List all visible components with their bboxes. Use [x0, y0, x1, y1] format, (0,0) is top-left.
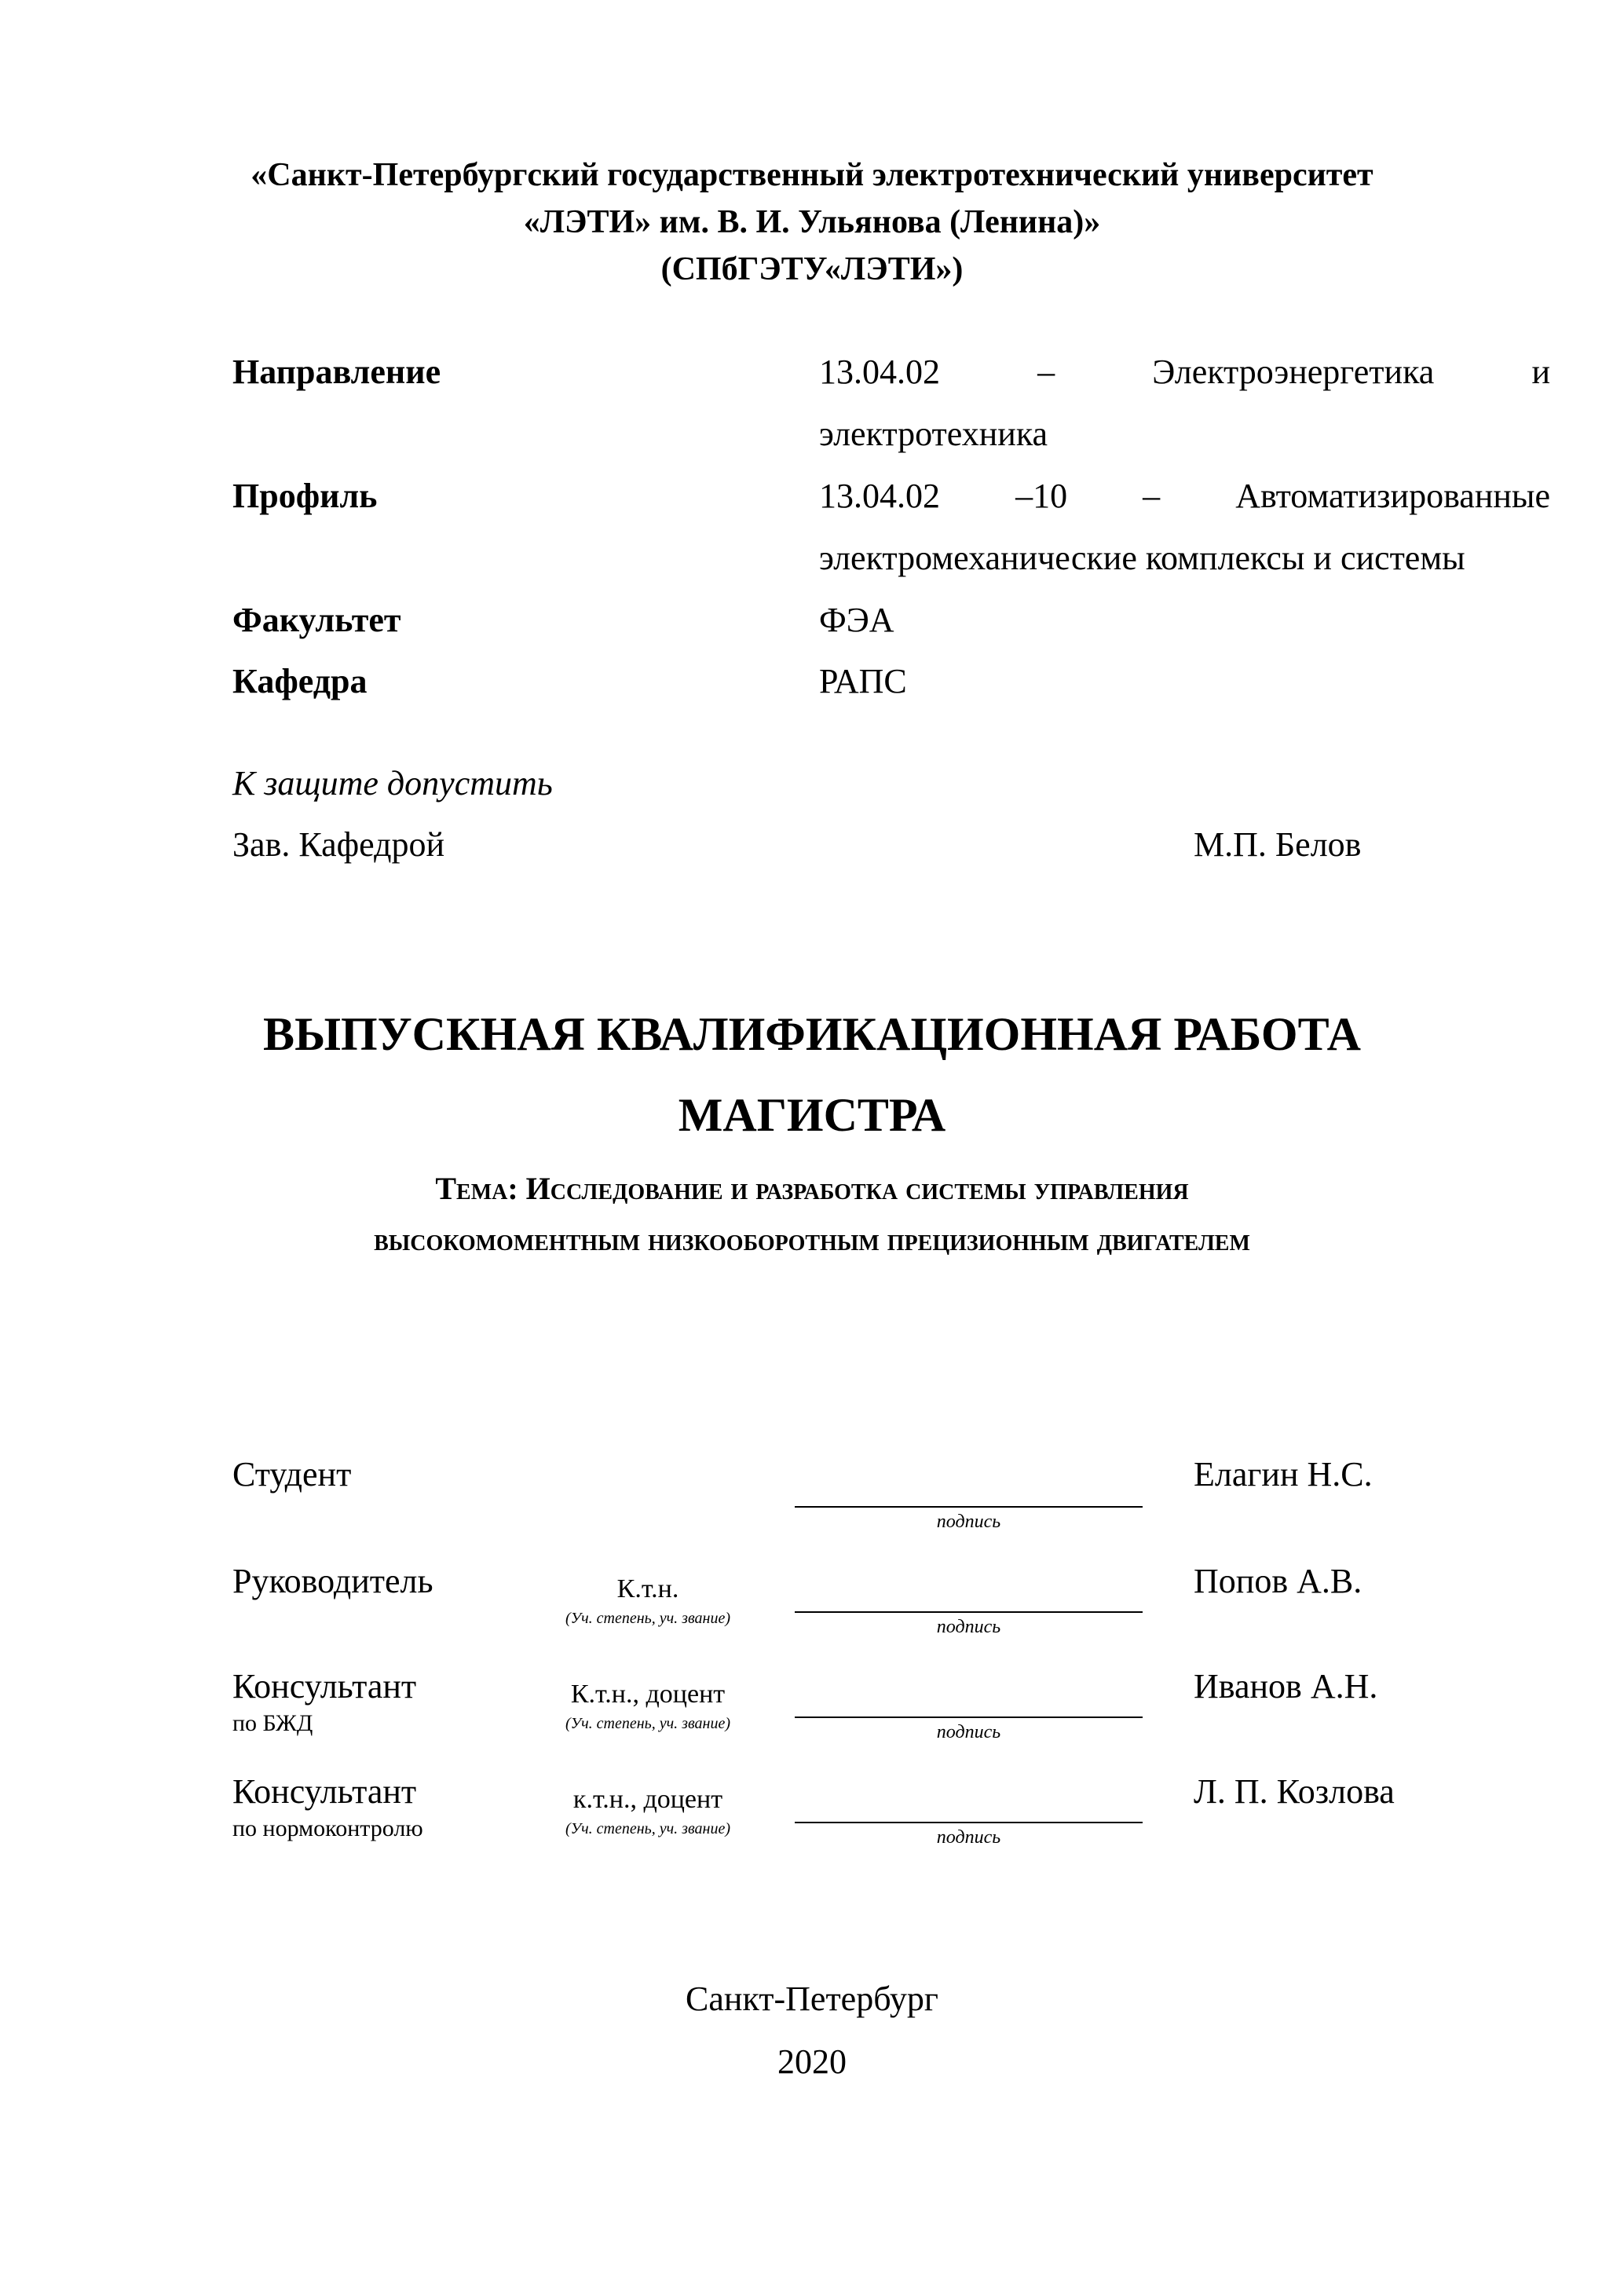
supervisor-degree-caption: (Уч. степень, уч. звание) — [565, 1610, 730, 1627]
direction-value — [819, 352, 1550, 455]
faculty-value: ФЭА — [819, 601, 894, 639]
supervisor-signature-caption: подпись — [936, 1617, 1001, 1637]
profile-value — [819, 476, 1550, 579]
supervisor-name: Попов А.В. — [1194, 1562, 1362, 1600]
consultant-safety-role: Консультант — [232, 1667, 417, 1706]
topic-line2: высокомоментным низкооборотным прецизионным двигателем — [374, 1222, 1250, 1257]
consultant-norm-name: Л. П. Козлова — [1194, 1772, 1395, 1811]
direction-value-line2: электротехника — [819, 415, 1048, 453]
department-head-label: Зав. Кафедрой — [232, 825, 445, 864]
student-signature-line — [795, 1506, 1143, 1508]
supervisor-degree: К.т.н. — [616, 1574, 679, 1603]
consultant-norm-signature-line — [795, 1822, 1143, 1823]
profile-label: Профиль — [232, 477, 378, 515]
direction-code: 13.04.02 — [819, 353, 940, 391]
direction-dash: – — [1037, 353, 1055, 391]
consultant-safety-degree-caption: (Уч. степень, уч. звание) — [565, 1715, 730, 1732]
university-abbreviation: (СПбГЭТУ«ЛЭТИ») — [660, 251, 964, 287]
profile-code: 13.04.02 — [819, 477, 940, 515]
direction-label: Направление — [232, 353, 441, 391]
supervisor-role: Руководитель — [232, 1562, 433, 1600]
consultant-norm-role: Консультант — [232, 1772, 417, 1811]
consultant-norm-degree-caption: (Уч. степень, уч. звание) — [565, 1820, 730, 1837]
department-label: Кафедра — [232, 662, 368, 700]
consultant-safety-signature-line — [795, 1717, 1143, 1718]
consultant-safety-name: Иванов А.Н. — [1194, 1667, 1378, 1706]
student-signature-caption: подпись — [936, 1512, 1001, 1532]
university-name-line2: «ЛЭТИ» им. В. И. Ульянова (Ленина)» — [523, 204, 1101, 240]
topic-line1: Тема: Исследование и разработка системы управления — [435, 1171, 1189, 1206]
student-name: Елагин Н.С. — [1194, 1455, 1373, 1493]
consultant-safety-degree: К.т.н., доцент — [570, 1680, 726, 1709]
city: Санкт-Петербург — [686, 1980, 938, 2018]
department-value: РАПС — [819, 662, 907, 700]
department-head-name: М.П. Белов — [1194, 825, 1362, 864]
direction-word1: Электроэнергетика — [1152, 353, 1435, 391]
profile-subcode: –10 — [1015, 477, 1068, 515]
faculty-label: Факультет — [232, 601, 401, 639]
consultant-safety-signature-caption: подпись — [936, 1722, 1001, 1742]
year: 2020 — [777, 2042, 847, 2081]
admission-text: К защите допустить — [232, 764, 553, 803]
consultant-safety-sub: по БЖД — [232, 1710, 313, 1736]
consultant-norm-degree: к.т.н., доцент — [572, 1785, 723, 1814]
work-title-line2: МАГИСТРА — [678, 1089, 946, 1141]
consultant-norm-signature-caption: подпись — [936, 1827, 1001, 1848]
university-name-line1: «Санкт-Петербургский государственный электротехнический университет — [251, 157, 1373, 193]
profile-dash: – — [1143, 477, 1161, 515]
profile-value-line2: электромеханические комплексы и системы — [819, 539, 1465, 577]
profile-word1: Автоматизированные — [1235, 477, 1550, 515]
supervisor-signature-line — [795, 1611, 1143, 1613]
direction-word2: и — [1531, 353, 1550, 391]
student-role: Студент — [232, 1455, 352, 1493]
consultant-norm-sub: по нормоконтролю — [232, 1815, 423, 1841]
work-title-line1: ВЫПУСКНАЯ КВАЛИФИКАЦИОННАЯ РАБОТА — [263, 1008, 1361, 1060]
